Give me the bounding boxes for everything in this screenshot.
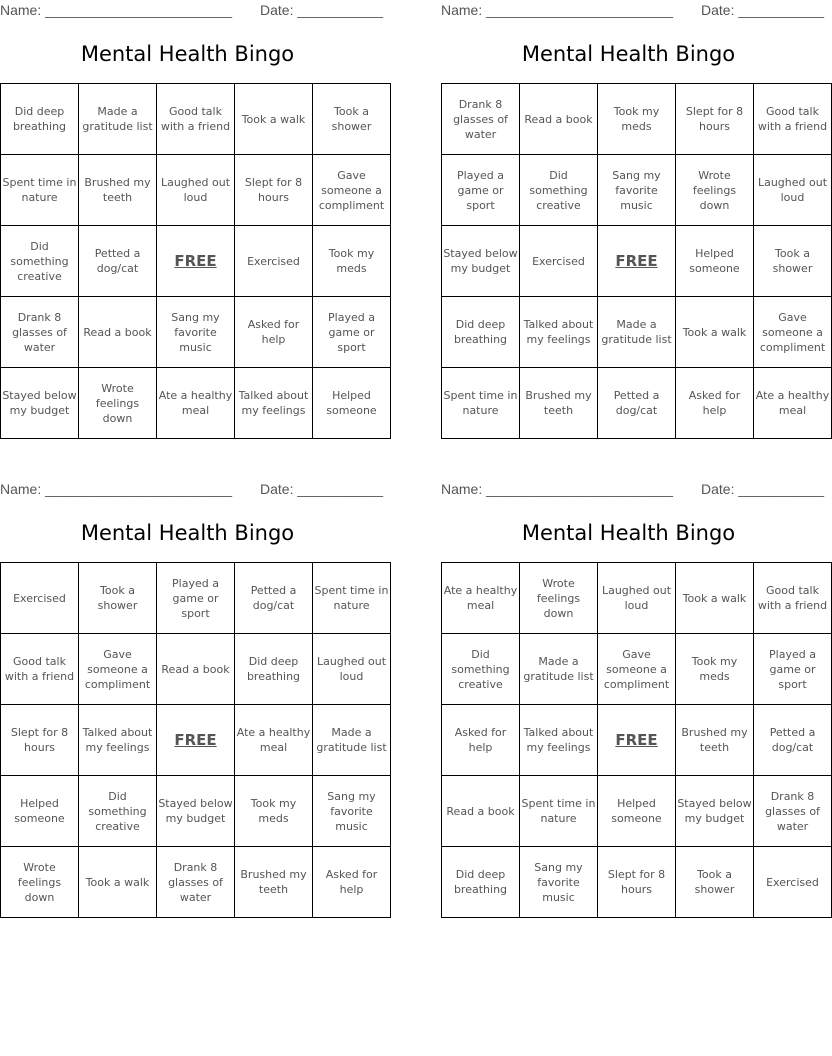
grid-row [1,84,391,155]
bingo-cell: Did deep breathing [235,634,313,705]
bingo-cell: Spent time in nature [520,776,598,847]
bingo-cell: Did something creative [520,155,598,226]
free-space: FREE [157,705,235,776]
bingo-cell: Stayed below my budget [442,226,520,297]
bingo-cell: Petted a dog/cat [79,226,157,297]
bingo-card-4 [441,479,828,919]
bingo-cell: Wrote feelings down [1,847,79,918]
bingo-cell: Played a game or sport [157,563,235,634]
bingo-cell: Sang my favorite music [313,776,391,847]
grid-row [1,705,391,776]
bingo-cell: Played a game or sport [442,155,520,226]
bingo-cell: Stayed below my budget [676,776,754,847]
name-field: Name: ________________________ [0,481,232,497]
grid-row [442,705,832,776]
bingo-cell: Good talk with a friend [1,634,79,705]
date-field: Date: ___________ [701,2,824,18]
bingo-cell: Ate a healthy meal [442,563,520,634]
bingo-cell: Took my meds [676,634,754,705]
grid-row [442,297,832,368]
bingo-cell: Drank 8 glasses of water [754,776,832,847]
bingo-cell: Did something creative [442,634,520,705]
bingo-cell: Made a gratitude list [598,297,676,368]
name-field: Name: ________________________ [441,2,673,18]
date-field: Date: ___________ [701,481,824,497]
bingo-cell: Spent time in nature [1,155,79,226]
bingo-card-3 [0,479,389,919]
bingo-cell: Exercised [754,847,832,918]
bingo-cell: Gave someone a compliment [79,634,157,705]
bingo-cell: Took a shower [754,226,832,297]
bingo-cell: Helped someone [1,776,79,847]
bingo-cell: Sang my favorite music [157,297,235,368]
bingo-cell: Took a walk [235,84,313,155]
card-title: Mental Health Bingo [521,42,736,66]
bingo-cell: Did deep breathing [442,847,520,918]
bingo-cell: Made a gratitude list [313,705,391,776]
bingo-cell: Slept for 8 hours [1,705,79,776]
bingo-grid [441,562,832,918]
bingo-cell: Brushed my teeth [520,368,598,439]
bingo-cell: Exercised [235,226,313,297]
bingo-cell: Drank 8 glasses of water [1,297,79,368]
bingo-cell: Stayed below my budget [157,776,235,847]
bingo-cell: Played a game or sport [313,297,391,368]
bingo-cell: Took a walk [676,563,754,634]
bingo-cell: Read a book [157,634,235,705]
bingo-cell: Did deep breathing [1,84,79,155]
bingo-cell: Wrote feelings down [520,563,598,634]
bingo-cell: Laughed out loud [754,155,832,226]
name-field: Name: ________________________ [441,481,673,497]
bingo-card-1 [0,0,385,440]
bingo-cell: Brushed my teeth [79,155,157,226]
free-space: FREE [598,226,676,297]
bingo-cell: Gave someone a compliment [313,155,391,226]
grid-row [1,634,391,705]
bingo-cell: Took a walk [79,847,157,918]
bingo-cell: Talked about my feelings [79,705,157,776]
bingo-card-2 [441,0,830,440]
bingo-cell: Ate a healthy meal [157,368,235,439]
grid-row [1,155,391,226]
bingo-grid [441,83,832,439]
bingo-cell: Good talk with a friend [754,84,832,155]
bingo-cell: Took my meds [598,84,676,155]
bingo-cell: Petted a dog/cat [598,368,676,439]
bingo-cell: Petted a dog/cat [754,705,832,776]
bingo-cell: Spent time in nature [313,563,391,634]
bingo-cell: Laughed out loud [598,563,676,634]
grid-row [442,84,832,155]
bingo-cell: Took a shower [676,847,754,918]
bingo-cell: Exercised [520,226,598,297]
free-space: FREE [157,226,235,297]
bingo-cell: Laughed out loud [157,155,235,226]
bingo-cell: Read a book [79,297,157,368]
grid-row [442,368,832,439]
bingo-cell: Made a gratitude list [520,634,598,705]
bingo-cell: Slept for 8 hours [235,155,313,226]
bingo-cell: Asked for help [442,705,520,776]
bingo-cell: Drank 8 glasses of water [442,84,520,155]
bingo-cell: Wrote feelings down [79,368,157,439]
free-space: FREE [598,705,676,776]
bingo-cell: Slept for 8 hours [598,847,676,918]
bingo-cell: Talked about my feelings [520,297,598,368]
bingo-cell: Asked for help [313,847,391,918]
bingo-cell: Sang my favorite music [598,155,676,226]
bingo-cell: Took a shower [313,84,391,155]
bingo-cell: Drank 8 glasses of water [157,847,235,918]
bingo-cell: Sang my favorite music [520,847,598,918]
bingo-cell: Brushed my teeth [676,705,754,776]
date-field: Date: ___________ [260,2,383,18]
bingo-cell: Gave someone a compliment [598,634,676,705]
bingo-cell: Talked about my feelings [520,705,598,776]
bingo-cell: Helped someone [676,226,754,297]
bingo-cell: Ate a healthy meal [754,368,832,439]
grid-row [1,368,391,439]
grid-row [442,776,832,847]
bingo-cell: Helped someone [598,776,676,847]
bingo-cell: Did something creative [79,776,157,847]
bingo-cell: Petted a dog/cat [235,563,313,634]
bingo-cell: Did deep breathing [442,297,520,368]
grid-row [1,297,391,368]
bingo-cell: Gave someone a compliment [754,297,832,368]
card-title: Mental Health Bingo [80,42,295,66]
bingo-cell: Played a game or sport [754,634,832,705]
bingo-cell: Asked for help [676,368,754,439]
name-field: Name: ________________________ [0,2,232,18]
bingo-cell: Did something creative [1,226,79,297]
bingo-cell: Took a walk [676,297,754,368]
grid-row [1,563,391,634]
bingo-cell: Good talk with a friend [157,84,235,155]
grid-row [442,847,832,918]
bingo-cell: Wrote feelings down [676,155,754,226]
bingo-cell: Ate a healthy meal [235,705,313,776]
bingo-cell: Exercised [1,563,79,634]
bingo-cell: Took my meds [235,776,313,847]
bingo-cell: Stayed below my budget [1,368,79,439]
grid-row [442,226,832,297]
bingo-cell: Laughed out loud [313,634,391,705]
bingo-cell: Spent time in nature [442,368,520,439]
bingo-cell: Asked for help [235,297,313,368]
grid-row [1,847,391,918]
bingo-cell: Took a shower [79,563,157,634]
bingo-grid [0,562,391,918]
bingo-cell: Read a book [442,776,520,847]
bingo-cell: Made a gratitude list [79,84,157,155]
grid-row [1,226,391,297]
bingo-cell: Good talk with a friend [754,563,832,634]
bingo-cell: Talked about my feelings [235,368,313,439]
grid-row [442,634,832,705]
bingo-cell: Read a book [520,84,598,155]
bingo-cell: Slept for 8 hours [676,84,754,155]
grid-row [1,776,391,847]
bingo-grid [0,83,391,439]
bingo-cell: Brushed my teeth [235,847,313,918]
grid-row [442,563,832,634]
date-field: Date: ___________ [260,481,383,497]
card-title: Mental Health Bingo [80,521,295,545]
grid-row [442,155,832,226]
bingo-cell: Helped someone [313,368,391,439]
bingo-cell: Took my meds [313,226,391,297]
card-title: Mental Health Bingo [521,521,736,545]
